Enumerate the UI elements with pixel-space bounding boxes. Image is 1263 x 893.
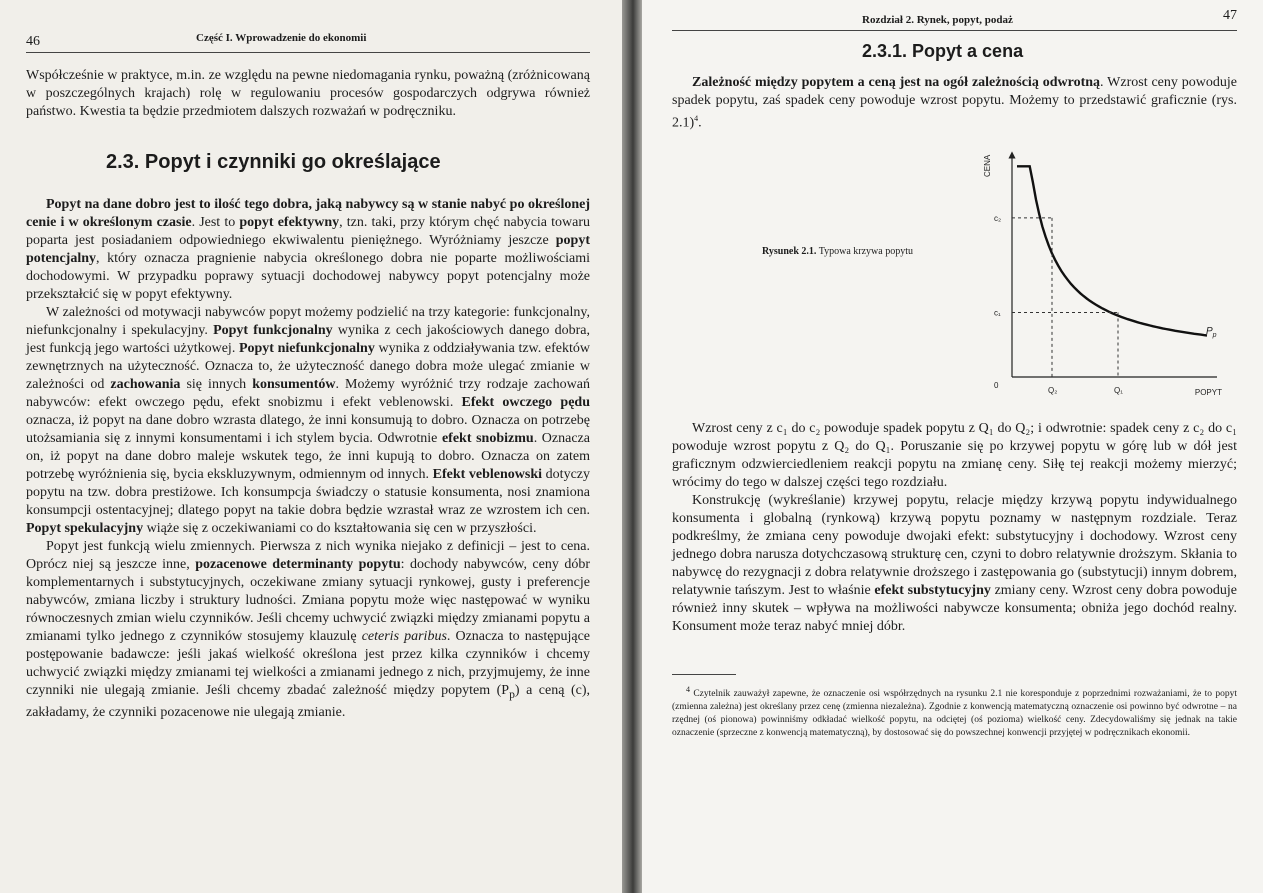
figure-caption: Rysunek 2.1. Typowa krzywa popytu (762, 245, 913, 257)
origin-label: 0 (994, 380, 999, 390)
paragraph-determinants: Popyt jest funkcją wielu zmiennych. Pierwsza z nich wynika niejako z definicji – jest to cena. Oprócz niej są jeszcze inne, pozacenowe determinanty popytu: dochody nabywców, ceny dóbr komplementarnych i substytucyjnych, oczekiwane zmiany sytuacji rynkowej, gusty i preferencje nabywców, zmiana liczby i struktury ludności. Zmiana popytu może więc następować w wyniku równoczesnych zmian wielu czynników. Jeśli chcemy uchwycić związki między zmianami popytu a zmianami tylko jednego z czynników stosujemy klauzulę ceteris paribus. Oznacza to następujące postępowanie badawcze: jeśli jakaś wielkość określona jest przez kilka czynników i chcemy uchwycić związki między zmianami tej wielkości a zmianami jednego z nich, przyjmujemy, że inne czynniki nie ulegają zmianie. Jeśli chcemy zbadać zależność między popytem $(P_p)$ a ceną (c), zakładamy, że czynniki pozacenowe nie ulegają zmianie. (26, 539, 591, 720)
left-running-header (26, 30, 590, 53)
right-page (642, 0, 1263, 893)
book-gutter (622, 0, 642, 893)
subsection-title: 2.3.1. Popyt a cena (862, 41, 1024, 61)
bold-term: popyt potencjalny (26, 233, 590, 266)
paragraph-price-relation: Zależność między popytem a ceną jest na ogół zależnością odwrotną. Wzrost ceny powoduje spadek popytu, zaś spadek ceny powoduje wzrost popytu. Możemy to przedstawić graficznie (rys. 2.1)$^4$. (672, 75, 1237, 131)
paragraph-effects: Konstrukcję (wykreślanie) krzywej popytu, relacje między krzywą popytu indywidualnego konsumenta i globalną (rynkową) krzywą popytu poznamy w następnym rozdziale. Teraz podkreślmy, że zmiana ceny powoduje dwojaki efekt: substytucyjny i dochodowy. Wzrost ceny jednego dobra narusza dotychczasową strukturę cen, czyni to dobro relatywnie droższym. Skłania to nabywcę do rezygnacji z dobra relatywnie droższego i zastępowania go (substytucji) innym dobrem, relatywnie tańszym. Jest to właśnie efekt substytucyjny zmiany ceny. Wzrost ceny dobra powoduje również inny skutek – wpływa na możliwości nabywcze konsumenta; obniża jego dochód realny. Konsument może teraz nabyć mniej dóbr. (672, 492, 1237, 634)
guide-lines (994, 214, 1123, 395)
footnote-rule (672, 674, 736, 675)
demand-curve-chart (972, 147, 1242, 412)
y-tick-label: c₁ (994, 308, 1001, 318)
footnote-ref: 4 (694, 114, 699, 123)
bold-term: popyt efektywny (239, 215, 340, 230)
y-axis-label: CENA (983, 154, 992, 177)
x-tick-label: Q₁ (1114, 385, 1123, 395)
paragraph-motivation: W zależności od motywacji nabywców popyt możemy podzielić na trzy kategorie: funkcjonalny, niefunkcjonalny i spekulacyjny. Popyt funkcjonalny wynika z cech jakościowych danego dobra, jest funkcją jego wartości użytkowej. Popyt niefunkcjonalny wynika z oddziaływania tzw. efektów zewnętrznych na użyteczność. Oznacza to, że użyteczność danego dobra może ulegać zmianie w zależności od zachowania się innych konsumentów. Możemy wyróżnić trzy rodzaje zachowań nabywców: efekt owczego pędu, efekt snobizmu i efekt veblenowski. Efekt owczego pędu oznacza, iż popyt na dane dobro wzrasta dlatego, że inni konsumują to dobro. Oznacza on potrzebę utożsamiania się z innymi konsumentami i ich stylem bycia. Odwrotnie efekt snobizmu. Oznacza on, iż popyt na dane dobro maleje wskutek tego, że inni kupują to dobro. Oznacza on zatem potrzebę wyróżnienia się, bycia ekskluzywnym, odmiennym od innych. Efekt veblenowski dotyczy popytu na tzw. dobra prestiżowe. Ich konsumpcja świadczy o statusie konsumenta, nosi znamiona konsumpcji ostentacyjnej; dlatego popyt na takie dobra będzie wzrastał wraz ze wzrostem ich cen. Popyt spekulacyjny wiąże się z oczekiwaniami co do kształtowania się cen w przyszłości. (26, 305, 591, 536)
footnote: $^4$ Czytelnik zauważył zapewne, że oznaczenie osi współrzędnych na rysunku 2.1 nie koresponduje z poprzednimi rozważaniami, że to popyt (zmienna zależna) jest określany przez cenę (zmienna niezależna). Zgodnie z konwencją matematyczną oznaczenie osi powinno być odwrotne – na rzędnej (oś pionowa) powinniśmy odkładać wielkość popytu, na odciętej (oś pozioma) wielkość ceny. Zdecydowaliśmy się jednak na takie oznaczenie (sprzeczne z konwencją matematyczną), by dostosować się do powszechnej konwencji przyjętej w podręcznikach ekonomii. (672, 684, 1237, 738)
section-title: 2.3. Popyt i czynniki go określające (106, 151, 441, 173)
running-head-title: Część I. Wprowadzenie do ekonomii (196, 32, 367, 44)
intro-paragraph: Współcześnie w praktyce, m.in. ze względu na pewne niedomagania rynku, poważną (zróżnicowaną w poszczególnych krajach) rolę w regulowaniu procesów gospodarczych odgrywa również państwo. Kwestia ta będzie przedmiotem dalszych rozważań w podręczniku. (26, 68, 590, 119)
x-tick-label: Q₂ (1048, 385, 1058, 395)
figure-2-1 (672, 147, 1237, 412)
paragraph-definition: Popyt na dane dobro jest to ilość tego dobra, jaką nabywcy są w stanie nabyć po określonej cenie i w określonym czasie. Jest to popyt efektywny, tzn. taki, przy którym chęć nabycia towaru poparta jest posiadaniem odpowiedniego ekwiwalentu pieniężnego. Wyróżniamy jeszcze popyt potencjalny, który oznacza pragnienie nabycia określonego dobra nie poparte możliwościami dochodowymi. W przypadku poprawy sytuacji dochodowej nabywcy popyt potencjalny może przekształcić się w popyt efektywny. (26, 197, 591, 302)
page-number: 46 (26, 34, 40, 49)
x-axis-label: POPYT (1194, 387, 1222, 397)
page-number: 47 (1223, 8, 1237, 23)
y-tick-label: c₂ (994, 213, 1002, 223)
demand-curve (1017, 166, 1207, 335)
running-head-title: Rozdział 2. Rynek, popyt, podaż (862, 14, 1013, 26)
right-running-header (672, 8, 1237, 31)
left-page (0, 0, 622, 893)
bold-term: Popyt na dane dobro jest to ilość tego dobra, jaką nabywcy są w stanie nabyć po określonej cenie i w określonym czasie (26, 197, 590, 230)
paragraph-curve-movement: Wzrost ceny z c₁ do c₂ powoduje spadek popytu z Q₁ do Q₂; i odwrotnie: spadek ceny z c₂ do c₁ powoduje wzrost popytu z Q₂ do Q₁. Poruszanie się po krzywej popytu w górę lub w dół jest graficznym odzwierciedleniem reakcji popytu na zmianę ceny. Siłę tej reakcji możemy mierzyć; wrócimy do tego w dalszej części tego rozdziału. (672, 420, 1237, 490)
series-label: $P_p$ (1206, 325, 1217, 339)
